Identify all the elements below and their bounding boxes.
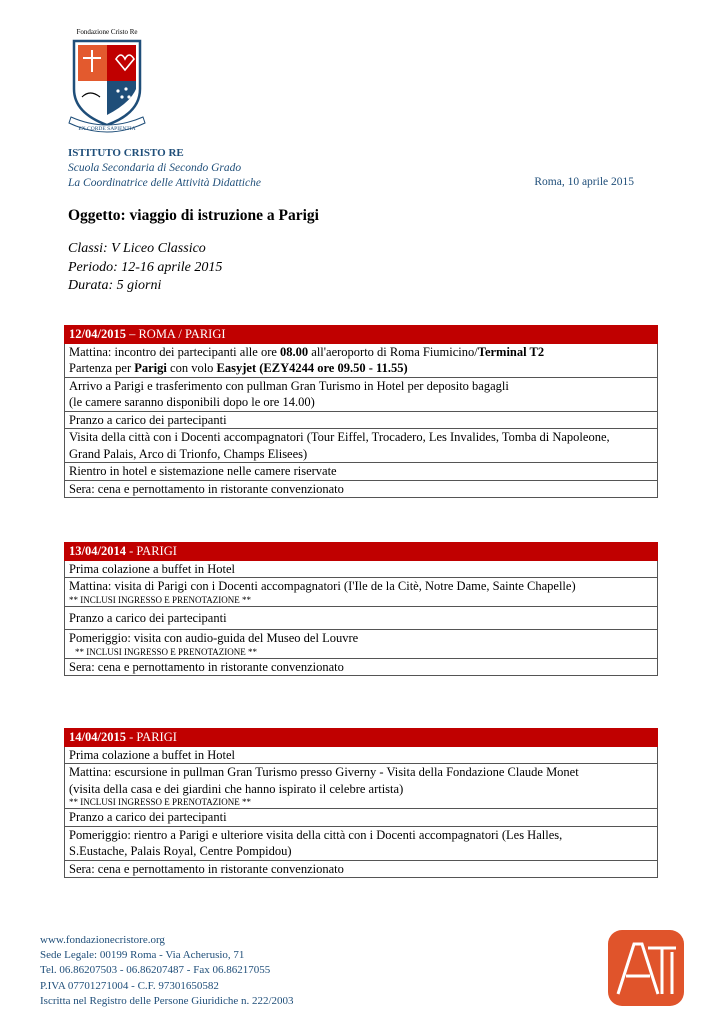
- crest-icon: [66, 37, 148, 137]
- table-row: Prima colazione a buffet in Hotel: [65, 746, 658, 764]
- table-row: Pranzo a carico dei partecipanti: [65, 809, 658, 827]
- itinerary-day-1: [64, 325, 658, 498]
- table-row: Sera: cena e pernottamento in ristorante convenzionato: [65, 860, 658, 878]
- table-row: Pomeriggio: rientro a Parigi e ulteriore visita della città con i Docenti accompagnatori (Les Halles, S.Eustache, Palais Royal, Centre Pompidou): [65, 826, 658, 860]
- day-place: - PARIGI: [125, 544, 177, 558]
- table-row: Mattina: escursione in pullman Gran Turismo presso Giverny - Visita della Fondazione Claude Monet (visita della casa e dei giardini che hanno ispirato il celebre artista) ** INCLUSI INGRESSO E PRENOTAZIONE **: [65, 764, 658, 809]
- letter-date: Roma, 10 aprile 2015: [534, 176, 634, 188]
- letter-header: [68, 146, 261, 191]
- table-row: Pranzo a carico dei partecipanti: [65, 606, 658, 630]
- table-row: Arrivo a Parigi e trasferimento con pullman Gran Turismo in Hotel per deposito bagagli (le camere saranno disponibili dopo le ore 14.00): [65, 377, 658, 411]
- institute-name: ISTITUTO CRISTO RE: [68, 147, 184, 159]
- day-date: 14/04/2015: [69, 730, 126, 744]
- day-date: 12/04/2015: [69, 327, 126, 341]
- note: ** INCLUSI INGRESSO E PRENOTAZIONE **: [75, 646, 258, 657]
- day-header: [65, 543, 658, 561]
- table-row: Mattina: visita di Parigi con i Docenti accompagnatori (I'Ile de la Citè, Notre Dame, Sainte Chapelle) ** INCLUSI INGRESSO E PRENOTAZIONE **: [65, 578, 658, 607]
- note: ** INCLUSI INGRESSO E PRENOTAZIONE **: [69, 594, 252, 605]
- subject-line: Oggetto: viaggio di istruzione a Parigi: [68, 207, 319, 224]
- registry: Iscritta nel Registro delle Persone Giuridiche n. 222/2003: [40, 994, 294, 1007]
- table-row: Visita della città con i Docenti accompagnatori (Tour Eiffel, Trocadero, Les Invalides, Tomba di Napoleone, Grand Palais, Arco di Trionfo, Champs Elisees): [65, 429, 658, 463]
- footer: [40, 933, 294, 1009]
- table-row: Sera: cena e pernottamento in ristorante convenzionato: [65, 480, 658, 498]
- table-row: Mattina: incontro dei partecipanti alle ore 08.00 all'aeroporto di Roma Fiumicino/Terminal T2 Partenza per Parigi con volo Easyjet (EZY4244 ore 09.50 - 11.55): [65, 343, 658, 377]
- table-row: Prima colazione a buffet in Hotel: [65, 560, 658, 578]
- svg-text:EX CORDE SAPIENTIA: EX CORDE SAPIENTIA: [78, 126, 136, 132]
- period: Periodo: 12-16 aprile 2015: [68, 259, 223, 275]
- itinerary-day-3: [64, 728, 658, 878]
- school-type: Scuola Secondaria di Secondo Grado: [68, 162, 242, 174]
- address: Sede Legale: 00199 Roma - Via Acherusio, 71: [40, 949, 245, 962]
- day-header: [65, 326, 658, 344]
- tax-codes: P.IVA 07701271004 - C.F. 97301650582: [40, 979, 219, 992]
- itinerary-day-2: [64, 542, 658, 676]
- table-row: Rientro in hotel e sistemazione nelle camere riservate: [65, 463, 658, 481]
- table-row: Pomeriggio: visita con audio-guida del Museo del Louvre ** INCLUSI INGRESSO E PRENOTAZIONE **: [65, 630, 658, 659]
- note: ** INCLUSI INGRESSO E PRENOTAZIONE **: [69, 797, 252, 807]
- logo-name: Fondazione Cristo Re: [76, 28, 138, 36]
- phones: Tel. 06.86207503 - 06.86207487 - Fax 06.86217055: [40, 964, 271, 977]
- duration: Durata: 5 giorni: [68, 278, 162, 293]
- day-header: [65, 729, 658, 747]
- trip-info: [68, 240, 222, 296]
- classes: Classi: V Liceo Classico: [68, 241, 206, 256]
- table-row: Pranzo a carico dei partecipanti: [65, 411, 658, 429]
- at-logo-icon: [608, 930, 684, 1006]
- table-row: Sera: cena e pernottamento in ristorante convenzionato: [65, 658, 658, 676]
- day-place: - PARIGI: [125, 730, 177, 744]
- day-place: – ROMA / PARIGI: [125, 327, 226, 341]
- day-date: 13/04/2014: [69, 544, 126, 558]
- website-link[interactable]: www.fondazionecristore.org: [40, 934, 165, 946]
- institution-logo: [66, 28, 148, 136]
- coordinator: La Coordinatrice delle Attività Didattiche: [68, 177, 261, 189]
